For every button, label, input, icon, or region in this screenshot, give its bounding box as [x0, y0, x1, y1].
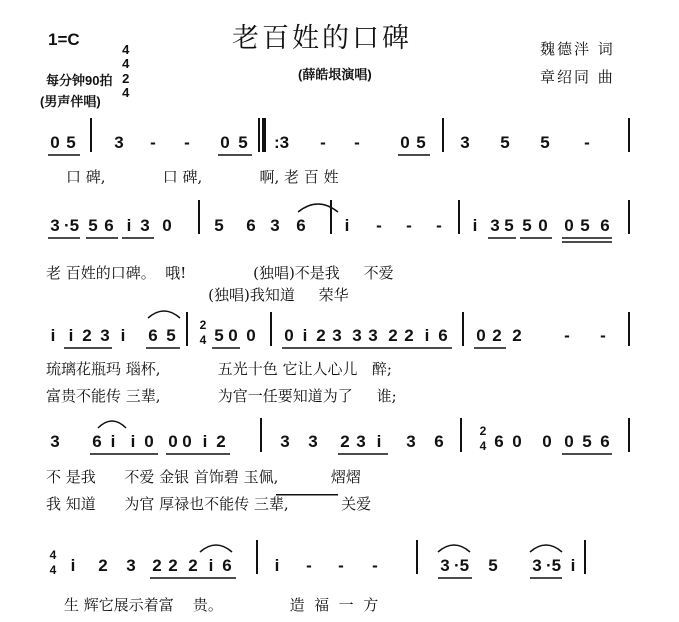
lyrics-row-3b: 富贵不能传 三辈, 为官一任要知道为了 谁;	[46, 387, 397, 405]
voice-marking: (男声伴唱)	[40, 94, 101, 109]
lyrics-row-2b: (独唱)我知道 荣华	[46, 286, 349, 304]
lyrics-row-2a: 老 百姓的口碑。 哦! (独唱)不是我 不爱	[46, 264, 394, 282]
lyrics-row-4a: 不 是我 不爱 金银 首饰碧 玉佩, 熠熠	[46, 468, 361, 486]
lyrics-row-3a: 琉璃花瓶玛 瑙杯, 五光十色 它让人心儿 醉;	[46, 360, 392, 378]
lyrics-row-4b: 我 知道 为官 厚禄也不能传 三辈, 关爱	[46, 495, 372, 513]
lyrics-row-5: 生 辉它展示着富 贵。 造 福 一 方	[64, 596, 379, 614]
tempo-marking: 每分钟90拍	[46, 73, 113, 88]
lyricist-credit: 魏德泮 词	[540, 40, 615, 58]
key-signature: 1=C	[48, 30, 80, 49]
meter-4-4: 4 4	[122, 42, 130, 71]
meter-2-4: 2 4	[122, 71, 130, 100]
composer-credit: 章绍同 曲	[540, 68, 615, 86]
song-title: 老百姓的口碑	[232, 23, 412, 54]
performer: (薛皓垠演唱)	[298, 67, 372, 82]
lyrics-row-1: 口 碑, 口 碑, 啊, 老 百 姓	[66, 168, 339, 186]
